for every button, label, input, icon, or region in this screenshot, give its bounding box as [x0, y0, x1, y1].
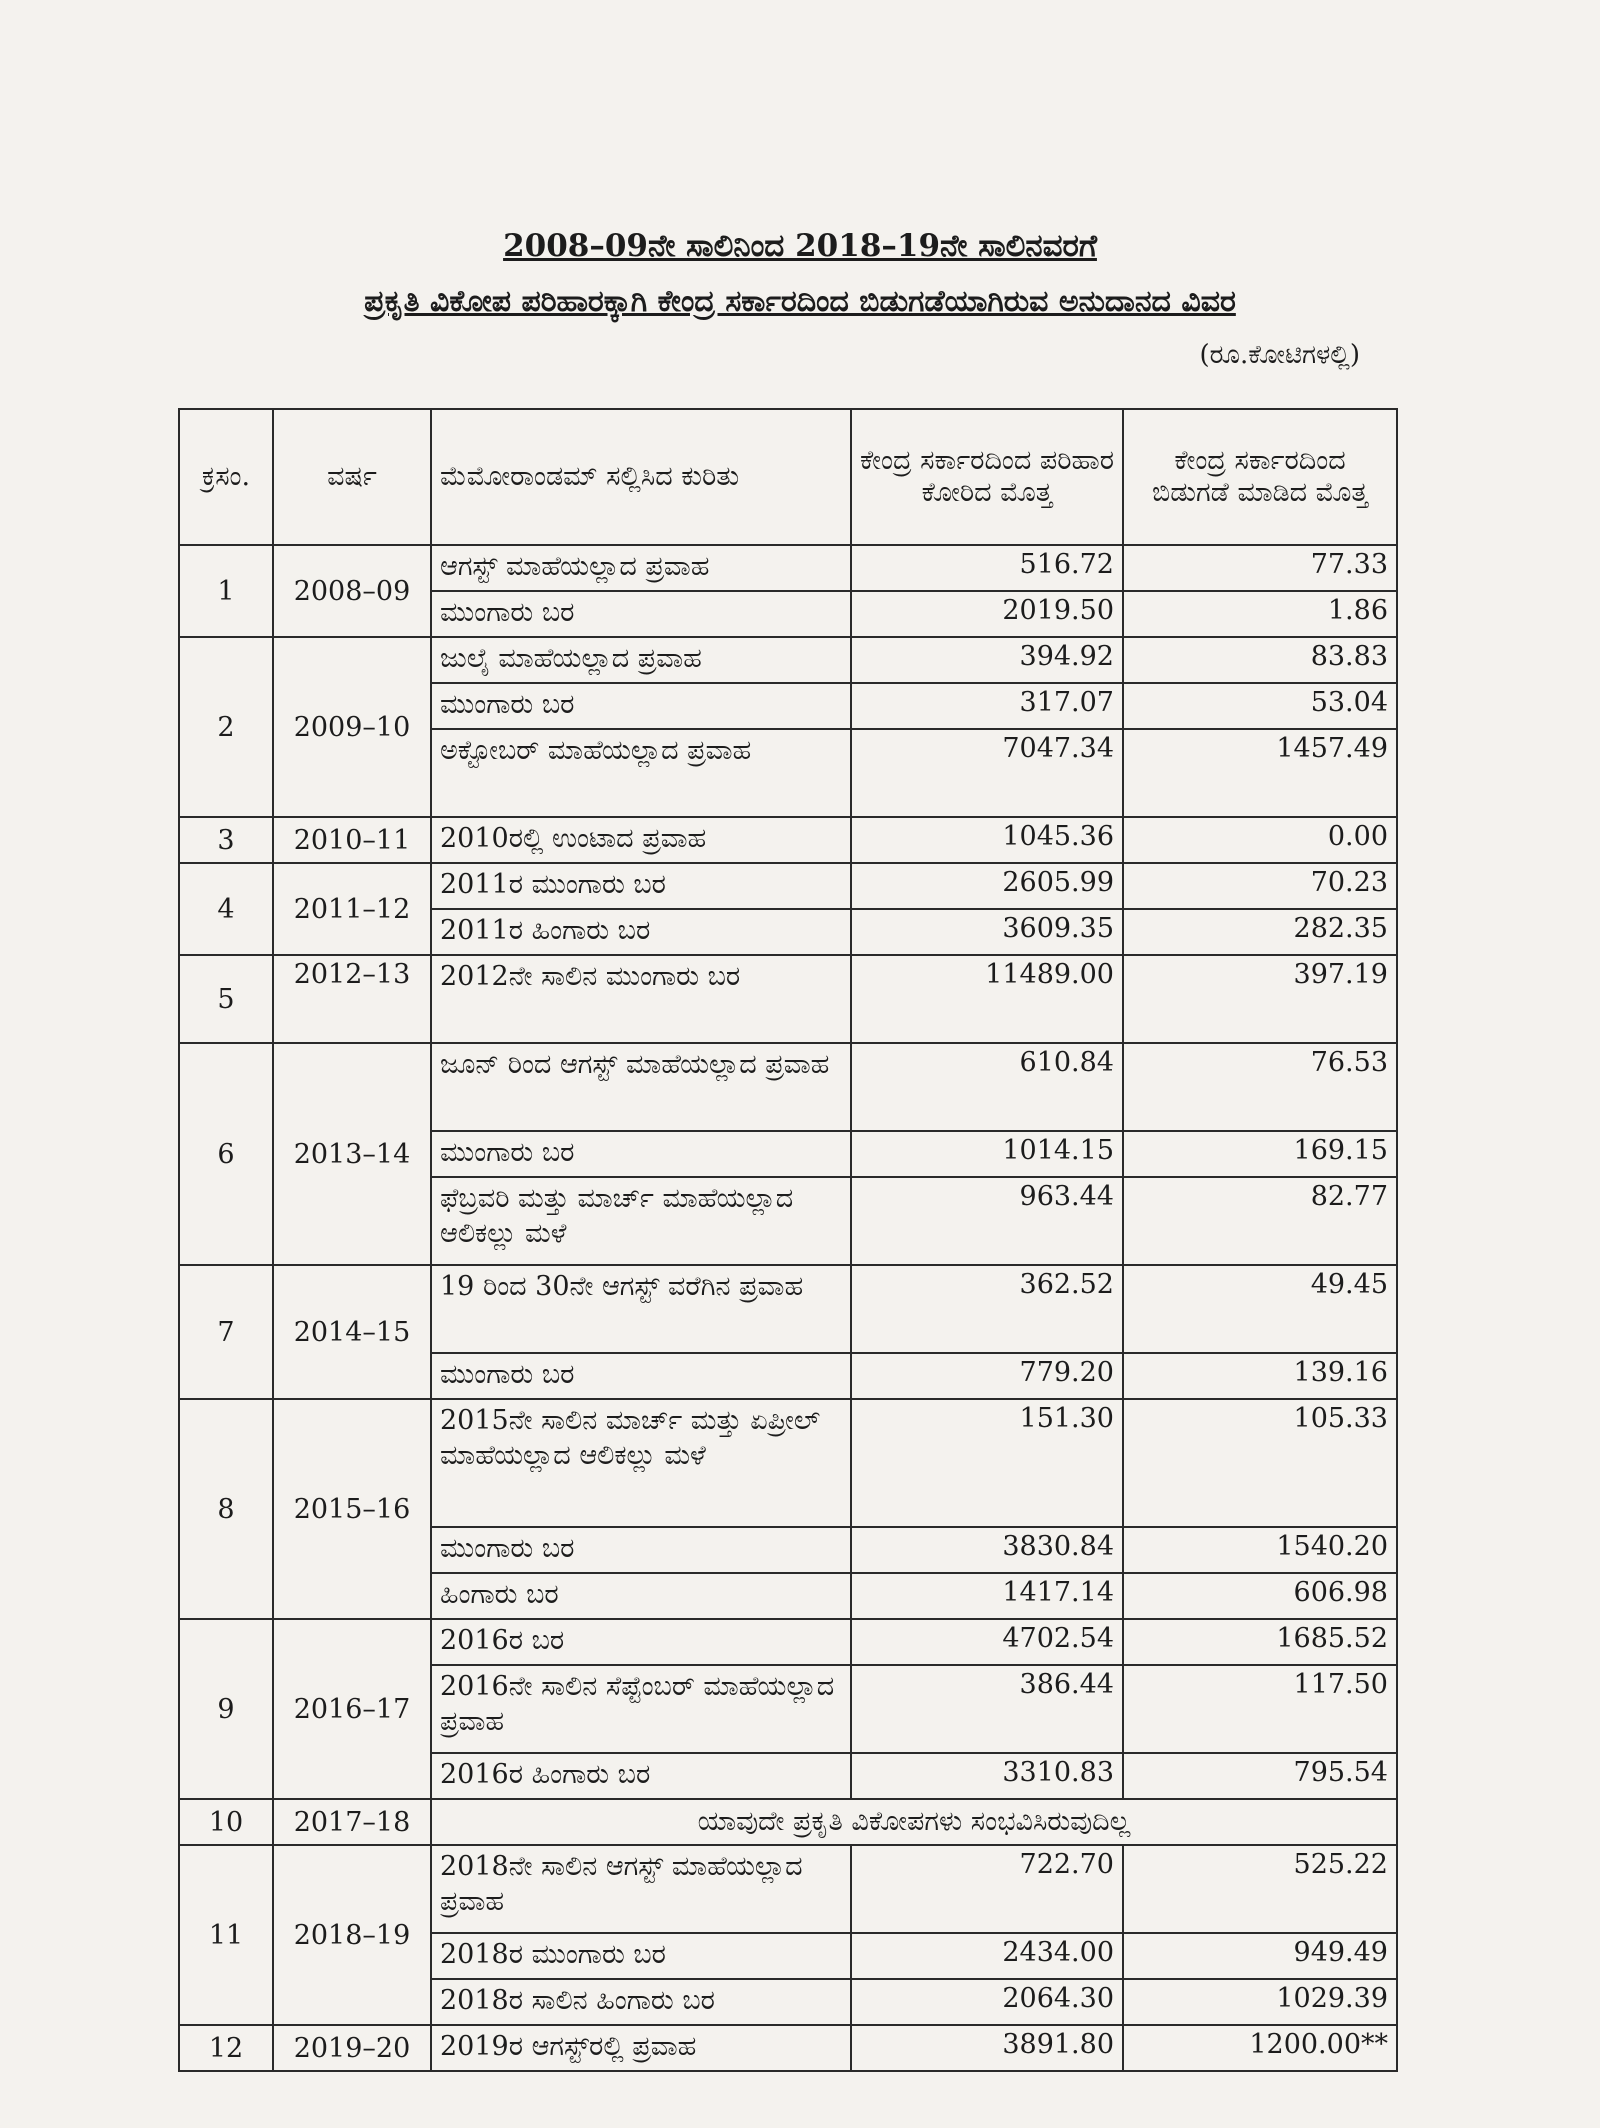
header-row	[179, 409, 1397, 545]
requested-amount: 516.72	[851, 545, 1123, 591]
memo-cell: 2018ರ ಮುಂಗಾರು ಬರ	[431, 1933, 851, 1979]
serial-number: 7	[179, 1265, 273, 1399]
memo-cell: 2010ರಲ್ಲಿ ಉಂಟಾದ ಪ್ರವಾಹ	[431, 817, 851, 863]
memo-cell: ಮುಂಗಾರು ಬರ	[431, 1527, 851, 1573]
released-amount: 105.33	[1123, 1399, 1397, 1527]
table-row	[179, 863, 1397, 909]
memo-cell: 2016ರ ಹಿಂಗಾರು ಬರ	[431, 1753, 851, 1799]
table-row	[179, 1619, 1397, 1665]
released-amount: 282.35	[1123, 909, 1397, 955]
released-amount: 606.98	[1123, 1573, 1397, 1619]
memo-cell: 2012ನೇ ಸಾಲಿನ ಮುಂಗಾರು ಬರ	[431, 955, 851, 1043]
requested-amount: 3891.80	[851, 2025, 1123, 2071]
requested-amount: 7047.34	[851, 729, 1123, 817]
requested-amount: 386.44	[851, 1665, 1123, 1753]
requested-amount: 4702.54	[851, 1619, 1123, 1665]
released-amount: 1685.52	[1123, 1619, 1397, 1665]
memo-cell: ಫೆಬ್ರವರಿ ಮತ್ತು ಮಾರ್ಚ್ ಮಾಹೆಯಲ್ಲಾದ ಆಲಿಕಲ್ಲು ಮಳೆ	[431, 1177, 851, 1265]
requested-amount: 722.70	[851, 1845, 1123, 1933]
year-cell: 2015–16	[273, 1399, 431, 1619]
memo-cell: ಜುಲೈ ಮಾಹೆಯಲ್ಲಾದ ಪ್ರವಾಹ	[431, 637, 851, 683]
memo-cell: ಅಕ್ಟೋಬರ್ ಮಾಹೆಯಲ್ಲಾದ ಪ್ರವಾಹ	[431, 729, 851, 817]
memo-cell: ಮುಂಗಾರು ಬರ	[431, 1353, 851, 1399]
released-amount: 525.22	[1123, 1845, 1397, 1933]
table-row	[179, 1799, 1397, 1845]
memo-cell: 2015ನೇ ಸಾಲಿನ ಮಾರ್ಚ್ ಮತ್ತು ಏಪ್ರೀಲ್ ಮಾಹೆಯಲ್ಲಾದ ಆಲಿಕಲ್ಲು ಮಳೆ	[431, 1399, 851, 1527]
released-amount: 0.00	[1123, 817, 1397, 863]
year-cell: 2011–12	[273, 863, 431, 955]
memo-cell: ಮುಂಗಾರು ಬರ	[431, 1131, 851, 1177]
header-released: ಕೇಂದ್ರ ಸರ್ಕಾರದಿಂದ ಬಿಡುಗಡೆ ಮಾಡಿದ ಮೊತ್ತ	[1123, 409, 1397, 545]
released-amount: 83.83	[1123, 637, 1397, 683]
year-cell: 2013–14	[273, 1043, 431, 1265]
memo-cell: 2018ರ ಸಾಲಿನ ಹಿಂಗಾರು ಬರ	[431, 1979, 851, 2025]
year-cell: 2012–13	[273, 955, 431, 1043]
table-row	[179, 1043, 1397, 1131]
requested-amount: 394.92	[851, 637, 1123, 683]
memo-cell: ಮುಂಗಾರು ಬರ	[431, 683, 851, 729]
no-disaster-note: ಯಾವುದೇ ಪ್ರಕೃತಿ ವಿಕೋಪಗಳು ಸಂಭವಿಸಿರುವುದಿಲ್ಲ	[431, 1799, 1397, 1845]
requested-amount: 610.84	[851, 1043, 1123, 1131]
requested-amount: 2434.00	[851, 1933, 1123, 1979]
released-amount: 139.16	[1123, 1353, 1397, 1399]
requested-amount: 3310.83	[851, 1753, 1123, 1799]
header-memo: ಮೆಮೋರಾಂಡಮ್ ಸಲ್ಲಿಸಿದ ಕುರಿತು	[431, 409, 851, 545]
header-sno: ಕ್ರಸಂ.	[179, 409, 273, 545]
requested-amount: 11489.00	[851, 955, 1123, 1043]
year-cell: 2018–19	[273, 1845, 431, 2025]
year-cell: 2014–15	[273, 1265, 431, 1399]
serial-number: 4	[179, 863, 273, 955]
table-row	[179, 637, 1397, 683]
memo-cell: 2016ನೇ ಸಾಲಿನ ಸೆಪ್ಟೆಂಬರ್ ಮಾಹೆಯಲ್ಲಾದ ಪ್ರವಾಹ	[431, 1665, 851, 1753]
released-amount: 1029.39	[1123, 1979, 1397, 2025]
page-title: 2008–09ನೇ ಸಾಲಿನಿಂದ 2018–19ನೇ ಸಾಲಿನವರಗೆ	[503, 228, 1097, 264]
serial-number: 1	[179, 545, 273, 637]
year-cell: 2008–09	[273, 545, 431, 637]
header-requested: ಕೇಂದ್ರ ಸರ್ಕಾರದಿಂದ ಪರಿಹಾರ ಕೋರಿದ ಮೊತ್ತ	[851, 409, 1123, 545]
released-amount: 70.23	[1123, 863, 1397, 909]
released-amount: 795.54	[1123, 1753, 1397, 1799]
page-subtitle: ಪ್ರಕೃತಿ ವಿಕೋಪ ಪರಿಹಾರಕ್ಕಾಗಿ ಕೇಂದ್ರ ಸರ್ಕಾರದಿಂದ ಬಿಡುಗಡೆಯಾಗಿರುವ ಅನುದಾನದ ವಿವರ	[364, 284, 1236, 319]
released-amount: 117.50	[1123, 1665, 1397, 1753]
requested-amount: 317.07	[851, 683, 1123, 729]
serial-number: 9	[179, 1619, 273, 1799]
memo-cell: 2011ರ ಹಿಂಗಾರು ಬರ	[431, 909, 851, 955]
requested-amount: 779.20	[851, 1353, 1123, 1399]
table-row	[179, 817, 1397, 863]
serial-number: 6	[179, 1043, 273, 1265]
released-amount: 1457.49	[1123, 729, 1397, 817]
memo-cell: 2018ನೇ ಸಾಲಿನ ಆಗಸ್ಟ್ ಮಾಹೆಯಲ್ಲಾದ ಪ್ರವಾಹ	[431, 1845, 851, 1933]
released-amount: 949.49	[1123, 1933, 1397, 1979]
released-amount: 77.33	[1123, 545, 1397, 591]
serial-number: 2	[179, 637, 273, 817]
requested-amount: 2064.30	[851, 1979, 1123, 2025]
serial-number: 5	[179, 955, 273, 1043]
released-amount: 76.53	[1123, 1043, 1397, 1131]
table-row	[179, 545, 1397, 591]
table-row	[179, 955, 1397, 1043]
memo-cell: 2011ರ ಮುಂಗಾರು ಬರ	[431, 863, 851, 909]
serial-number: 11	[179, 1845, 273, 2025]
year-cell: 2016–17	[273, 1619, 431, 1799]
year-cell: 2017–18	[273, 1799, 431, 1845]
requested-amount: 1014.15	[851, 1131, 1123, 1177]
released-amount: 1540.20	[1123, 1527, 1397, 1573]
released-amount: 1200.00**	[1123, 2025, 1397, 2071]
header-year: ವರ್ಷ	[273, 409, 431, 545]
memo-cell: 19 ರಿಂದ 30ನೇ ಆಗಸ್ಟ್ ವರೆಗಿನ ಪ್ರವಾಹ	[431, 1265, 851, 1353]
released-amount: 169.15	[1123, 1131, 1397, 1177]
memo-cell: ಮುಂಗಾರು ಬರ	[431, 591, 851, 637]
requested-amount: 1045.36	[851, 817, 1123, 863]
requested-amount: 151.30	[851, 1399, 1123, 1527]
table-row	[179, 1399, 1397, 1527]
requested-amount: 3830.84	[851, 1527, 1123, 1573]
serial-number: 10	[179, 1799, 273, 1845]
memo-cell: ಆಗಸ್ಟ್ ಮಾಹೆಯಲ್ಲಾದ ಪ್ರವಾಹ	[431, 545, 851, 591]
requested-amount: 1417.14	[851, 1573, 1123, 1619]
table-row	[179, 1265, 1397, 1353]
memo-cell: 2016ರ ಬರ	[431, 1619, 851, 1665]
requested-amount: 963.44	[851, 1177, 1123, 1265]
unit-label: (ರೂ.ಕೋಟಿಗಳಲ್ಲಿ)	[1199, 340, 1360, 370]
requested-amount: 2605.99	[851, 863, 1123, 909]
serial-number: 8	[179, 1399, 273, 1619]
memo-cell: ಜೂನ್ ರಿಂದ ಆಗಸ್ಟ್ ಮಾಹೆಯಲ್ಲಾದ ಪ್ರವಾಹ	[431, 1043, 851, 1131]
table-row	[179, 1845, 1397, 1933]
serial-number: 3	[179, 817, 273, 863]
memo-cell: 2019ರ ಆಗಸ್ಟ್‌ರಲ್ಲಿ ಪ್ರವಾಹ	[431, 2025, 851, 2071]
year-cell: 2019–20	[273, 2025, 431, 2071]
year-cell: 2010–11	[273, 817, 431, 863]
table-row	[179, 2025, 1397, 2071]
requested-amount: 362.52	[851, 1265, 1123, 1353]
released-amount: 82.77	[1123, 1177, 1397, 1265]
requested-amount: 3609.35	[851, 909, 1123, 955]
released-amount: 1.86	[1123, 591, 1397, 637]
released-amount: 49.45	[1123, 1265, 1397, 1353]
grants-table	[178, 408, 1398, 2072]
year-cell: 2009–10	[273, 637, 431, 817]
released-amount: 53.04	[1123, 683, 1397, 729]
serial-number: 12	[179, 2025, 273, 2071]
released-amount: 397.19	[1123, 955, 1397, 1043]
requested-amount: 2019.50	[851, 591, 1123, 637]
memo-cell: ಹಿಂಗಾರು ಬರ	[431, 1573, 851, 1619]
